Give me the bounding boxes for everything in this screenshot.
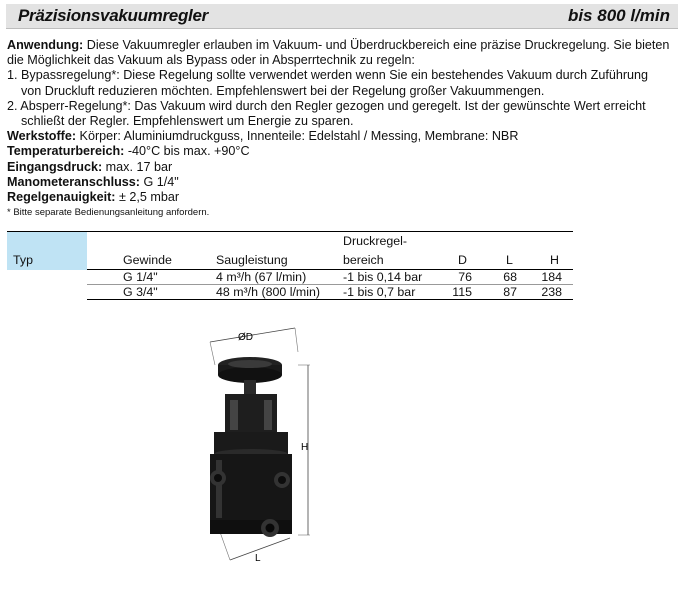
- werkstoffe-value: Körper: Aluminiumdruckguss, Innenteile: Edelstahl / Messing, Membrane: NBR: [76, 129, 519, 144]
- eingang-value: max. 17 bar: [102, 159, 173, 174]
- spec-table: [7, 231, 573, 300]
- row2-druck: -1 bis 0,7 bar: [343, 285, 416, 299]
- item1-line2: von Druckluft reduzieren möchten. Empfehlenswert bei der Regelung großer Vakuummengen.: [21, 83, 545, 98]
- regulator-body: [210, 394, 292, 537]
- table-row: [7, 270, 573, 285]
- eingang-line: [7, 160, 677, 175]
- table-header: [7, 231, 573, 270]
- item2-line1: 2. Absperr-Regelung*: Das Vakuum wird durch den Regler gezogen und geregelt. Ist der gewünschte Wert erreicht: [7, 98, 646, 113]
- l-label: L: [255, 553, 261, 564]
- l-header: L: [506, 253, 513, 267]
- saugleistung-header: Saugleistung: [216, 253, 288, 267]
- title-bar: [6, 4, 678, 29]
- anwendung-text2: die Möglichkeit das Vakuum als Bypass oder in Absperrtechnik zu regeln:: [7, 53, 415, 68]
- l-extension-left: [220, 532, 230, 560]
- eingang-label: Eingangsdruck:: [7, 159, 103, 174]
- temp-value: -40°C bis max. +90°C: [124, 144, 250, 159]
- temp-label: Temperaturbereich:: [7, 144, 125, 159]
- row1-d: 76: [458, 270, 472, 284]
- anwendung-text1: Diese Vakuumregler erlauben im Vakuum- und Überdruckbereich eine präzise Druckregelung. Sie bieten: [86, 38, 670, 52]
- druck-header-top: Druckregel-: [343, 234, 408, 248]
- temp-line: [7, 144, 677, 159]
- genau-line: [7, 190, 677, 205]
- row1-gewinde: G 1/4": [123, 270, 158, 284]
- h-label: H: [301, 442, 309, 453]
- anwendung-label: Anwendung:: [7, 38, 84, 52]
- typ-header-cell: [7, 231, 87, 270]
- row2-l: 87: [503, 285, 517, 299]
- h-header: H: [550, 253, 559, 267]
- table-row: [7, 285, 573, 300]
- adjustment-knob: [218, 357, 282, 396]
- typ-header: Typ: [13, 253, 33, 267]
- row2-d: 115: [452, 285, 472, 299]
- table-top-rule: [7, 231, 573, 232]
- genau-value: ± 2,5 mbar: [115, 190, 180, 205]
- row1-saug: 4 m³/h (67 l/min): [216, 270, 307, 284]
- genau-label: Regelgenauigkeit:: [7, 190, 116, 205]
- row2-gewinde: G 3/4": [123, 285, 158, 299]
- row2-h: 238: [541, 285, 562, 299]
- mano-value: G 1/4": [139, 174, 179, 189]
- description-block: [7, 38, 677, 220]
- werkstoffe-line: [7, 129, 677, 144]
- gewinde-header: Gewinde: [123, 253, 172, 267]
- werkstoffe-label: Werkstoffe:: [7, 129, 77, 144]
- row1-h: 184: [541, 270, 562, 284]
- mano-line: [7, 175, 677, 190]
- d-extension-right: [295, 328, 298, 352]
- anwendung-line1: [7, 38, 677, 53]
- druck-header-bottom: bereich: [343, 253, 384, 267]
- footnote: * Bitte separate Bedienungsanleitung anfordern.: [7, 207, 210, 219]
- table-bottom-rule: [87, 299, 573, 300]
- d-extension-left: [210, 342, 215, 365]
- row1-l: 68: [503, 270, 517, 284]
- mano-label: Manometeranschluss:: [7, 174, 140, 189]
- d-label: ØD: [238, 332, 253, 343]
- regulator-drawing: [190, 320, 340, 585]
- row1-druck: -1 bis 0,14 bar: [343, 270, 423, 284]
- item2-line2: schließt der Regler. Empfehlenswert um Energie zu sparen.: [21, 114, 354, 129]
- capacity-label: bis 800 l/min: [567, 6, 670, 25]
- page-title: Präzisionsvakuumregler: [18, 6, 208, 25]
- d-header: D: [458, 253, 467, 267]
- item1-line1: 1. Bypassregelung*: Diese Regelung sollte verwendet werden wenn Sie ein bestehendes Vakuum durch Zuführung: [7, 68, 649, 83]
- row2-saug: 48 m³/h (800 l/min): [216, 285, 320, 299]
